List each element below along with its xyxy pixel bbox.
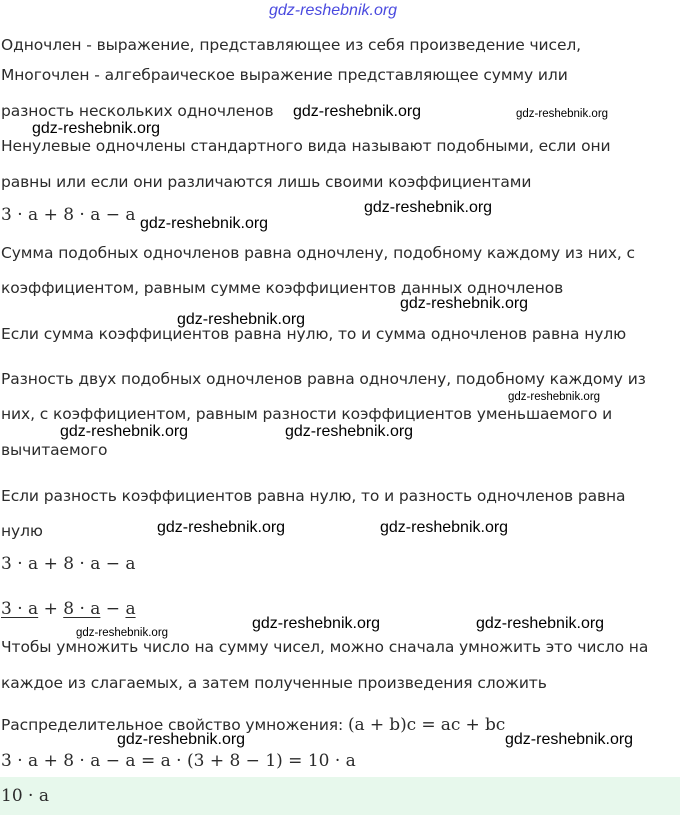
text-line-13: нулю — [1, 522, 43, 540]
text-line-15: каждое из слагаемых, а затем полученные произведения сложить — [1, 674, 547, 692]
answer-box — [0, 777, 680, 815]
text-line-10: них, с коэффициентом, равным разности коэффициентов уменьшаемого и — [1, 405, 613, 423]
text-line-3: разность нескольких одночленов — [1, 102, 274, 120]
watermark: gdz-reshebnik.org — [285, 423, 414, 440]
math-expression-2: 3 · a + 8 · a − a — [1, 554, 136, 574]
distributive-label: Распределительное свойство умножения: — [1, 716, 344, 734]
text-line-4: Ненулевые одночлены стандартного вида называют подобными, если они — [1, 137, 611, 155]
text-line-8: Если сумма коэффициентов равна нулю, то и сумма одночленов равна нулю — [1, 325, 627, 343]
text-line-14: Чтобы умножить число на сумму чисел, можно сначала умножить это число на — [1, 638, 649, 656]
underlined-term-2: 8 · a — [63, 599, 101, 619]
watermark: gdz-reshebnik.org — [380, 519, 509, 536]
text-line-2: Многочлен - алгебраическое выражение представляющее сумму или — [1, 66, 568, 84]
watermark: gdz-reshebnik.org — [508, 391, 601, 403]
header-watermark: gdz-reshebnik.org — [269, 2, 398, 19]
solution-expression: 3 · a + 8 · a − a = a · (3 + 8 − 1) = 10 · a — [1, 751, 356, 771]
watermark: gdz-reshebnik.org — [60, 423, 189, 440]
answer-value: 10 · a — [1, 786, 49, 806]
watermark: gdz-reshebnik.org — [140, 215, 269, 232]
math-expression-1: 3 · a + 8 · a − a — [1, 205, 136, 225]
text-line-7: коэффициентом, равным сумме коэффициентов данных одночленов — [1, 279, 564, 297]
watermark: gdz-reshebnik.org — [117, 731, 246, 748]
watermark: gdz-reshebnik.org — [476, 615, 605, 632]
watermark: gdz-reshebnik.org — [157, 519, 286, 536]
underlined-term-1: 3 · a — [1, 599, 39, 619]
watermark: gdz-reshebnik.org — [505, 731, 634, 748]
operator-plus: + — [38, 599, 64, 619]
operator-minus: − — [100, 599, 126, 619]
text-line-9: Разность двух подобных одночленов равна одночлену, подобному каждому из — [1, 370, 646, 388]
watermark: gdz-reshebnik.org — [364, 199, 493, 216]
math-expression-underlined — [1, 598, 136, 620]
distributive-formula: (a + b)c = ac + bc — [347, 715, 506, 735]
watermark: gdz-reshebnik.org — [516, 108, 609, 120]
watermark: gdz-reshebnik.org — [400, 295, 529, 312]
text-line-5: равны или если они различаются лишь своими коэффициентами — [1, 173, 532, 191]
text-line-16 — [1, 715, 505, 735]
text-line-6: Сумма подобных одночленов равна одночлену, подобному каждому из них, с — [1, 244, 635, 262]
watermark: gdz-reshebnik.org — [252, 615, 381, 632]
underlined-term-3: a — [125, 599, 136, 619]
text-line-1: Одночлен - выражение, представляющее из себя произведение чисел, — [1, 36, 582, 54]
text-line-12: Если разность коэффициентов равна нулю, то и разность одночленов равна — [1, 487, 626, 505]
text-line-11: вычитаемого — [1, 441, 108, 459]
watermark: gdz-reshebnik.org — [177, 311, 306, 328]
watermark: gdz-reshebnik.org — [76, 627, 169, 639]
watermark: gdz-reshebnik.org — [293, 103, 422, 120]
watermark: gdz-reshebnik.org — [32, 120, 161, 137]
